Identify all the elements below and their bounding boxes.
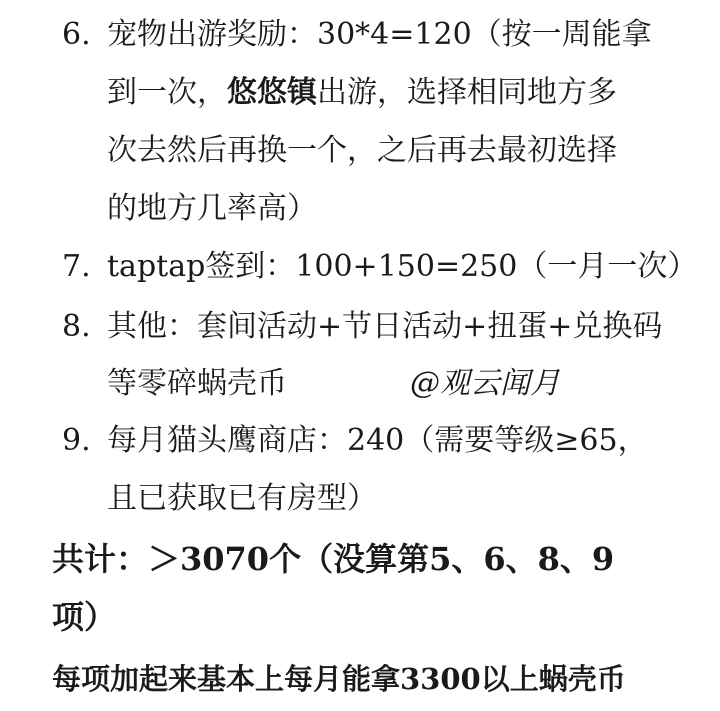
item-number: 9. (62, 423, 91, 458)
item-number: 6. (62, 17, 91, 52)
item-text-segment: 出游，选择相同地方多 (317, 75, 617, 110)
item-text-bold-place: 悠悠镇 (227, 75, 317, 110)
summary-text: 每项加起来基本上每月能拿3300以上蜗壳币 (52, 662, 626, 696)
item-text-line: 次去然后再换一个，之后再去最初选择 (107, 133, 617, 168)
item-text-line: 宠物出游奖励：30*4=120（按一周能拿 (107, 17, 652, 52)
item-number: 7. (62, 249, 91, 284)
item-text-line: taptap签到：100+150=250（一月一次） (107, 249, 698, 284)
total-line: 共计：＞3070个（没算第5、6、8、9 (52, 540, 615, 578)
item-text-line: 其他：套间活动+节日活动+扭蛋+兑换码 (107, 309, 663, 344)
item-text-line (107, 75, 617, 110)
item-number: 8. (62, 309, 91, 344)
item-text-line: 每月猫头鹰商店：240（需要等级≥65， (107, 423, 648, 458)
signature-text: @观云闻月 (410, 366, 560, 401)
total-line-continued: 项） (52, 598, 117, 636)
item-text-line: 等零碎蜗壳币 (107, 366, 287, 401)
item-text-line: 且已获取已有房型） (107, 481, 377, 516)
item-text-line: 的地方几率高） (107, 191, 317, 226)
item-text-segment: 到一次， (107, 75, 227, 110)
